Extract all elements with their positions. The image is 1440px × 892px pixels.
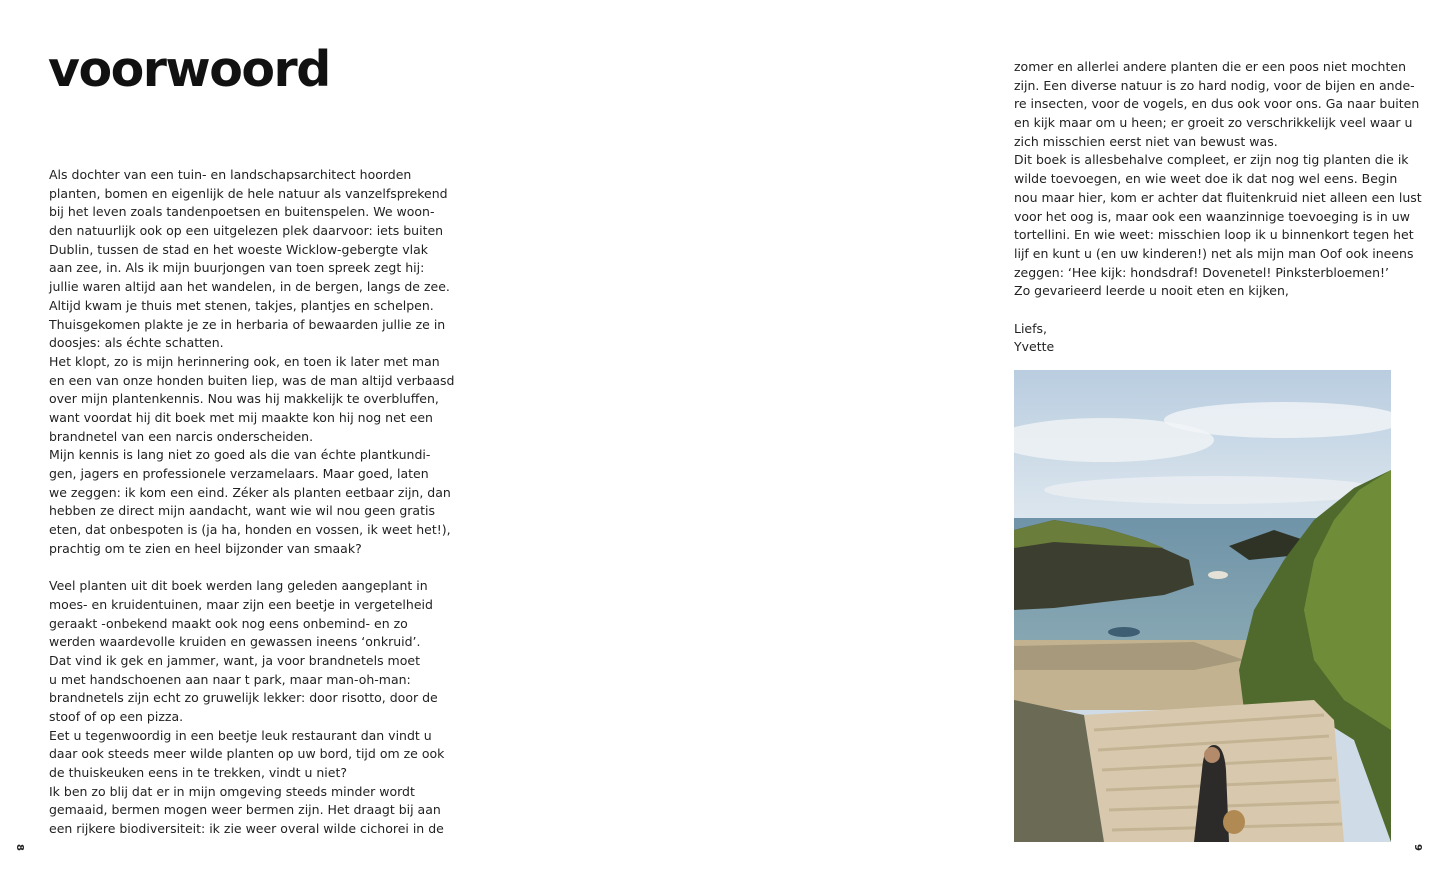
text-line: prachtig om te zien en heel bijzonder van smaak? xyxy=(49,540,362,556)
text-line: zomer en allerlei andere planten die er een poos niet mochten xyxy=(1014,59,1406,74)
text-line: Zo gevarieerd leerde u nooit eten en kijken, xyxy=(1014,283,1289,299)
text-line: we zeggen: ik kom een eind. Zéker als planten eetbaar zijn, dan xyxy=(49,484,451,500)
text-line: Dublin, tussen de stad en het woeste Wicklow-gebergte vlak xyxy=(49,241,428,257)
text-line: Het klopt, zo is mijn herinnering ook, en toen ik later met man xyxy=(49,353,440,369)
cloud xyxy=(1044,476,1384,504)
text-line: Ik ben zo blij dat er in mijn omgeving steeds minder wordt xyxy=(49,783,415,799)
text-line: over mijn plantenkennis. Nou was hij makkelijk te overbluffen, xyxy=(49,391,439,407)
text-line: en kijk maar om u heen; er groeit zo verschrikkelijk veel waar u xyxy=(1014,115,1413,131)
text-line: Yvette xyxy=(1014,339,1055,355)
text-line: Dit boek is allesbehalve compleet, er zijn nog tig planten die ik xyxy=(1014,152,1409,168)
text-line: zeggen: ‘Hee kijk: hondsdraf! Dovenetel! Pinksterbloemen!’ xyxy=(1014,264,1389,280)
text-line: lijf en kunt u (en uw kinderen!) net als mijn man Oof ook ineens xyxy=(1014,245,1414,261)
text-line: moes- en kruidentuinen, maar zijn een beetje in vergetelheid xyxy=(49,596,433,612)
text-line: de thuiskeuken eens in te trekken, vindt u niet? xyxy=(49,765,348,780)
text-line: daar ook steeds meer wilde planten op uw bord, tijd om ze ook xyxy=(49,746,445,762)
text-line: den natuurlijk ook op een uitgelezen plek daarvoor: iets buiten xyxy=(49,223,444,239)
text-line: Eet u tegenwoordig in een beetje leuk restaurant dan vindt u xyxy=(49,727,432,743)
text-line: doosjes: als échte schatten. xyxy=(49,335,224,351)
person-head xyxy=(1204,747,1220,763)
coastal-photo-illustration xyxy=(1014,370,1391,842)
text-line: geraakt -onbekend maakt ook nog eens onbemind- en zo xyxy=(49,615,408,631)
text-line: hebben ze direct mijn aandacht, want wie wil nou geen gratis xyxy=(49,503,435,519)
page-number-left: 8 xyxy=(13,844,25,851)
text-line: u met handschoenen aan naar t park, maar man-oh-man: xyxy=(49,671,411,687)
left-page-text xyxy=(49,166,455,839)
text-line: brandnetel van een narcis onderscheiden. xyxy=(49,428,314,444)
paragraph-gap xyxy=(49,558,439,577)
text-line: aan zee, in. Als ik mijn buurjongen van toen spreek zegt hij: xyxy=(49,260,425,276)
text-line: Thuisgekomen plakte je ze in herbaria of bewaarden jullie ze in xyxy=(49,316,446,332)
page-title: voorwoord xyxy=(48,41,330,98)
text-line: Mijn kennis is lang niet zo goed als die van échte plantkundi- xyxy=(49,447,431,463)
text-line: een rijkere biodiversiteit: ik zie weer overal wilde cichorei in de xyxy=(49,821,444,837)
text-line: gen, jagers en professionele verzamelaars. Maar goed, laten xyxy=(49,466,429,481)
text-line: gemaaid, bermen mogen weer bermen zijn. Het draagt bij aan xyxy=(49,802,441,818)
text-line: Altijd kwam je thuis met stenen, takjes, plantjes en schelpen. xyxy=(49,297,434,313)
text-line: nou maar hier, kom er achter dat fluitenkruid niet alleen een lust xyxy=(1014,189,1422,205)
boat xyxy=(1208,571,1228,579)
text-line: brandnetels zijn echt zo gruwelijk lekker: door risotto, door de xyxy=(49,690,438,706)
text-line: Liefs, xyxy=(1014,320,1048,336)
text-line: werden waardevolle kruiden en gewassen ineens ‘onkruid’. xyxy=(49,634,421,650)
page-number-right: 9 xyxy=(1411,844,1423,851)
text-line: tortellini. En wie weet: misschien loop ik u binnenkort tegen het xyxy=(1014,227,1414,243)
text-line: zich misschien eerst niet van bewust was. xyxy=(1014,133,1278,149)
text-line: want voordat hij dit boek met mij maakte kon hij nog net een xyxy=(49,409,433,425)
text-line: Veel planten uit dit boek werden lang geleden aangeplant in xyxy=(49,578,428,594)
paragraph-gap xyxy=(1014,301,1394,320)
text-line: stoof of op een pizza. xyxy=(49,708,184,724)
coastal-photo xyxy=(1014,370,1391,842)
right-page-text xyxy=(1014,58,1422,357)
boat xyxy=(1108,627,1140,637)
text-line: en een van onze honden buiten liep, was de man altijd verbaasd xyxy=(49,372,455,388)
text-line: planten, bomen en eigenlijk de hele natuur als vanzelfsprekend xyxy=(49,185,448,201)
text-line: voor het oog is, maar ook een waanzinnige toevoeging is in uw xyxy=(1014,208,1410,224)
basket xyxy=(1223,810,1245,834)
text-line: bij het leven zoals tandenpoetsen en buitenspelen. We woon- xyxy=(49,204,435,220)
text-line: wilde toevoegen, en wie weet doe ik dat nog wel eens. Begin xyxy=(1014,171,1398,187)
text-line: re insecten, voor de vogels, en dus ook voor ons. Ga naar buiten xyxy=(1014,96,1420,112)
text-line: Als dochter van een tuin- en landschapsarchitect hoorden xyxy=(49,167,412,182)
text-line: eten, dat onbespoten is (ja ha, honden en vossen, ik weet het!), xyxy=(49,522,451,538)
text-line: Dat vind ik gek en jammer, want, ja voor brandnetels moet xyxy=(49,652,420,668)
text-line: jullie waren altijd aan het wandelen, in de bergen, langs de zee. xyxy=(49,279,450,295)
text-line: zijn. Een diverse natuur is zo hard nodig, voor de bijen en ande- xyxy=(1014,77,1415,93)
